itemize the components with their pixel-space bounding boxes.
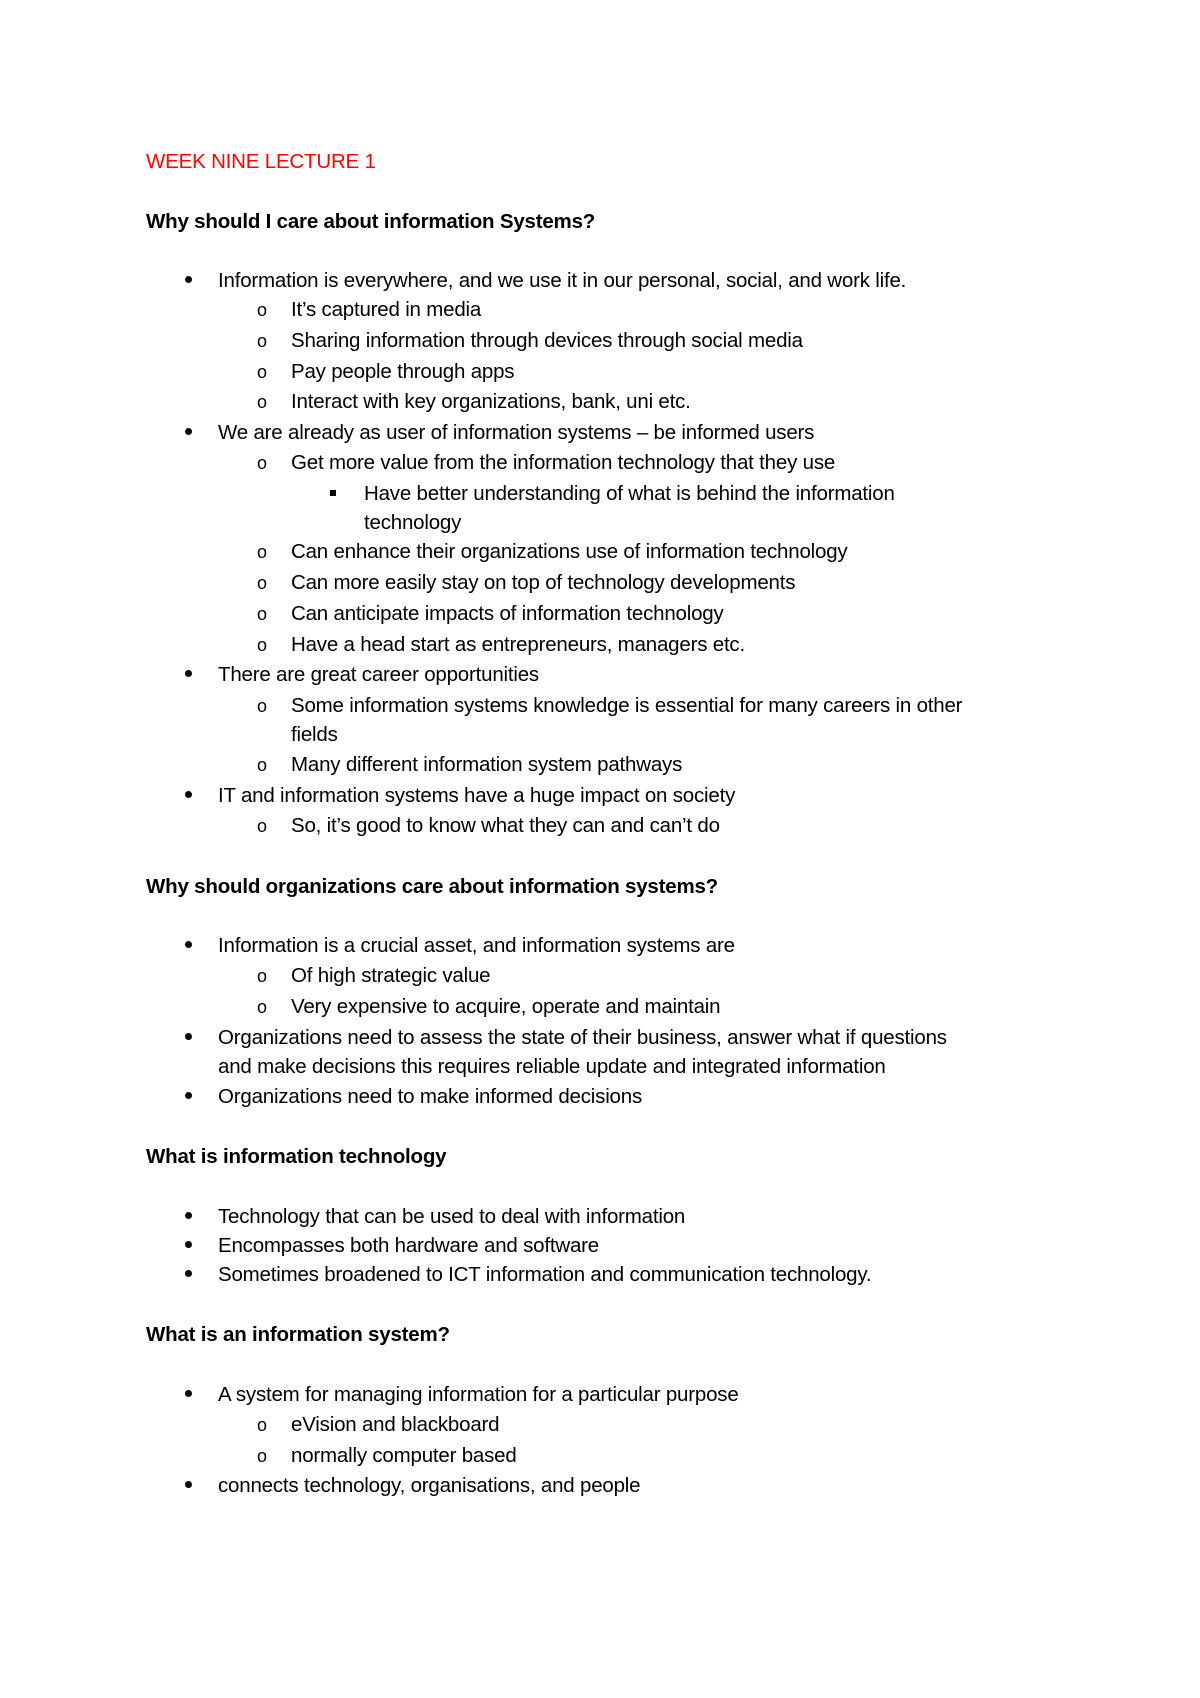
list-item: Information is everywhere, and we use it in our personal, social, and work life. (218, 269, 907, 292)
list-item: Pay people through apps (291, 360, 515, 383)
list-item: Of high strategic value (291, 964, 491, 987)
list-item-continuation: technology (364, 511, 462, 534)
bullet-icon (185, 276, 192, 283)
hollow-bullet-icon: o (257, 755, 268, 775)
list-item: Technology that can be used to deal with information (218, 1205, 686, 1228)
hollow-bullet-icon: o (257, 542, 268, 562)
bullet-icon (185, 1481, 192, 1488)
list-item: Have a head start as entrepreneurs, managers etc. (291, 633, 745, 656)
list-item: Interact with key organizations, bank, uni etc. (291, 390, 691, 413)
bullet-icon (185, 1092, 192, 1099)
hollow-bullet-icon: o (257, 696, 268, 716)
hollow-bullet-icon: o (257, 331, 268, 351)
bullet-icon (185, 1241, 192, 1248)
hollow-bullet-icon: o (257, 453, 268, 473)
list-item: Get more value from the information technology that they use (291, 451, 836, 474)
list-item: It’s captured in media (291, 298, 482, 321)
hollow-bullet-icon: o (257, 300, 268, 320)
hollow-bullet-icon: o (257, 362, 268, 382)
bullet-icon (185, 1212, 192, 1219)
list-item: Encompasses both hardware and software (218, 1234, 599, 1257)
list-item: Information is a crucial asset, and information systems are (218, 934, 735, 957)
list-item: Many different information system pathways (291, 753, 683, 776)
bullet-icon (185, 941, 192, 948)
hollow-bullet-icon: o (257, 816, 268, 836)
hollow-bullet-icon: o (257, 997, 268, 1017)
list-item: Organizations need to assess the state of their business, answer what if questions (218, 1026, 947, 1049)
bullet-icon (185, 1390, 192, 1397)
list-item: Organizations need to make informed decisions (218, 1085, 643, 1108)
hollow-bullet-icon: o (257, 966, 268, 986)
list-item: Have better understanding of what is behind the information (364, 482, 895, 505)
hollow-bullet-icon: o (257, 604, 268, 624)
hollow-bullet-icon: o (257, 573, 268, 593)
list-item: connects technology, organisations, and people (218, 1474, 641, 1497)
list-item: We are already as user of information systems – be informed users (218, 421, 815, 444)
list-item: There are great career opportunities (218, 663, 539, 686)
section-heading: What is an information system? (146, 1323, 450, 1346)
section-heading: What is information technology (146, 1145, 447, 1168)
list-item-continuation: fields (291, 723, 338, 746)
list-item: Can enhance their organizations use of information technology (291, 540, 848, 563)
bullet-icon (185, 1033, 192, 1040)
section-heading: Why should organizations care about information systems? (146, 875, 718, 898)
list-item: eVision and blackboard (291, 1413, 500, 1436)
list-item: Sharing information through devices through social media (291, 329, 803, 352)
bullet-icon (185, 670, 192, 677)
list-item: Can more easily stay on top of technology developments (291, 571, 796, 594)
list-item: Sometimes broadened to ICT information and communication technology. (218, 1263, 872, 1286)
list-item-continuation: and make decisions this requires reliable update and integrated information (218, 1055, 886, 1078)
section-heading: Why should I care about information Systems? (146, 210, 596, 233)
hollow-bullet-icon: o (257, 635, 268, 655)
hollow-bullet-icon: o (257, 1415, 268, 1435)
square-bullet-icon (330, 490, 336, 496)
hollow-bullet-icon: o (257, 1446, 268, 1466)
hollow-bullet-icon: o (257, 392, 268, 412)
list-item: Very expensive to acquire, operate and maintain (291, 995, 721, 1018)
list-item: So, it’s good to know what they can and can’t do (291, 814, 720, 837)
bullet-icon (185, 791, 192, 798)
list-item: A system for managing information for a particular purpose (218, 1383, 739, 1406)
document-title: WEEK NINE LECTURE 1 (146, 150, 376, 173)
bullet-icon (185, 428, 192, 435)
list-item: Can anticipate impacts of information technology (291, 602, 724, 625)
list-item: normally computer based (291, 1444, 517, 1467)
list-item: IT and information systems have a huge impact on society (218, 784, 736, 807)
list-item: Some information systems knowledge is essential for many careers in other (291, 694, 963, 717)
bullet-icon (185, 1270, 192, 1277)
